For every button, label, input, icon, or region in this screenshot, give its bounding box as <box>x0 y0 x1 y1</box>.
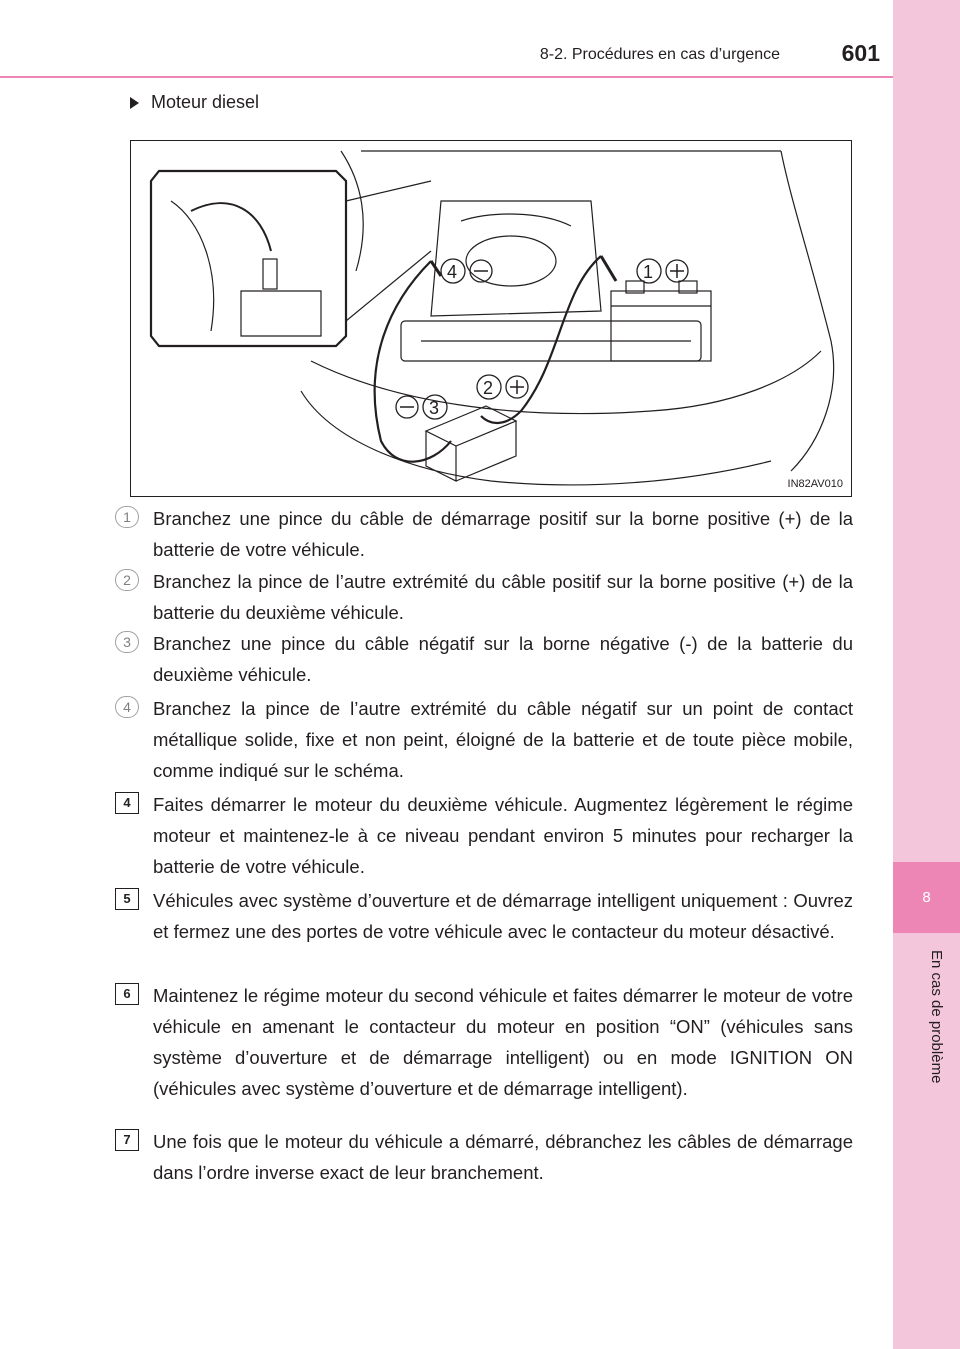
step-text: Faites démarrer le moteur du deuxième véhicule. Augmentez légèrement le régime moteur et maintenez-le à ce niveau pendant environ 5 minutes pour recharger la batterie de votre véhicule. <box>153 794 853 877</box>
step-5 <box>115 885 853 947</box>
sub-step-text: Branchez la pince de l’autre extrémité du câble négatif sur un point de contact métallique solide, fixe et non peint, éloigné de la batterie et de toute pièce mobile, comme indiqué sur le schéma. <box>153 698 853 781</box>
triangle-bullet-icon <box>130 97 139 109</box>
sub-step-marker: 3 <box>115 631 139 653</box>
header-rule <box>0 76 893 78</box>
section-label-text: Moteur diesel <box>151 92 260 112</box>
running-head: 8-2. Procédures en cas d’urgence <box>539 46 780 63</box>
sub-step-text: Branchez une pince du câble négatif sur la borne négative (-) de la batterie du deuxième véhicule. <box>153 633 853 685</box>
sub-step-marker: 4 <box>115 696 139 718</box>
step-7 <box>115 1126 853 1188</box>
callout-2: 2 <box>483 378 494 398</box>
engine-bay-illustration <box>131 141 852 497</box>
callout-4: 4 <box>447 262 458 282</box>
step-text: Maintenez le régime moteur du second véhicule et faites démarrer le moteur de votre véhicule en amenant le contacteur du moteur en position “ON” (véhicules sans système d’ouverture et de démarrage intelligent) ou en mode IGNITION ON (véhicules avec système d’ouverture et de démarrage intelligent). <box>153 985 853 1099</box>
step-text: Une fois que le moteur du véhicule a démarré, débranchez les câbles de démarrage dans l’ordre inverse exact de leur branchement. <box>153 1131 853 1183</box>
callout-1: 1 <box>643 262 654 282</box>
step-marker: 5 <box>115 888 139 910</box>
chapter-number-tab: 8 <box>893 862 960 933</box>
sub-step-text: Branchez la pince de l’autre extrémité du câble positif sur la borne positive (+) de la batterie du deuxième véhicule. <box>153 571 853 623</box>
sub-step-3 <box>115 628 853 690</box>
right-margin-band <box>893 0 960 1349</box>
callout-3: 3 <box>429 398 440 418</box>
step-marker: 6 <box>115 983 139 1005</box>
section-label <box>130 92 259 113</box>
step-marker: 4 <box>115 792 139 814</box>
engine-bay-figure <box>130 140 852 497</box>
step-4 <box>115 789 853 882</box>
sub-step-marker: 1 <box>115 506 139 528</box>
sub-step-1 <box>115 503 853 565</box>
step-text: Véhicules avec système d’ouverture et de démarrage intelligent uniquement : Ouvrez et fermez une des portes de votre véhicule avec le contacteur du moteur désactivé. <box>153 890 853 942</box>
figure-code: IN82AV010 <box>787 478 843 490</box>
sub-step-2 <box>115 566 853 628</box>
sub-step-marker: 2 <box>115 569 139 591</box>
chapter-name-vertical: En cas de problème <box>928 950 945 1084</box>
step-6 <box>115 980 853 1104</box>
sub-step-text: Branchez une pince du câble de démarrage positif sur la borne positive (+) de la batterie de votre véhicule. <box>153 508 853 560</box>
page-number: 601 <box>841 40 880 66</box>
sub-step-4 <box>115 693 853 786</box>
step-marker: 7 <box>115 1129 139 1151</box>
